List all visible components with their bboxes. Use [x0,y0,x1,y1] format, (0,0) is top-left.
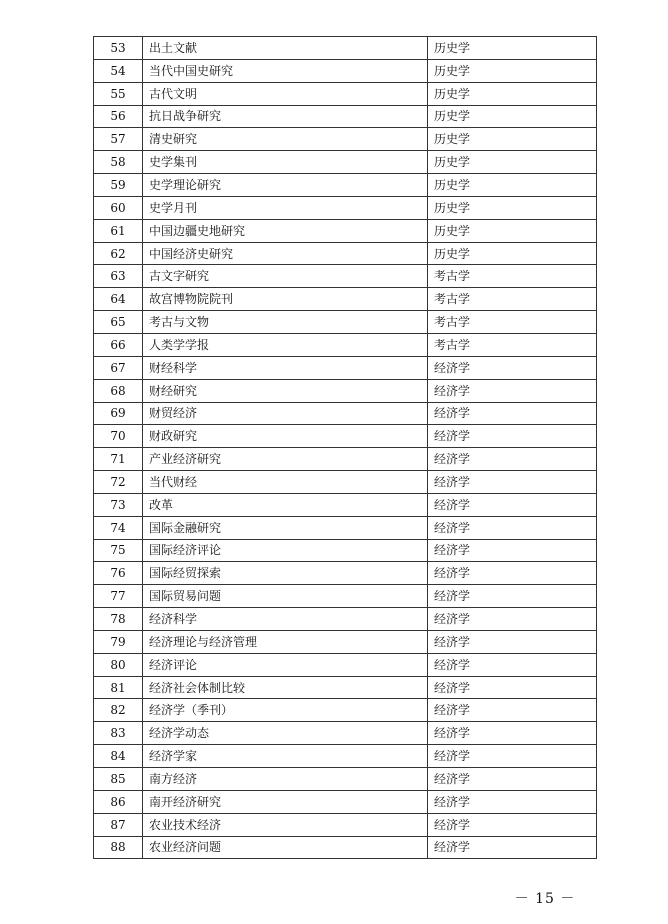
row-number-cell: 66 [94,333,143,356]
row-number-cell: 62 [94,242,143,265]
journal-title-cell: 抗日战争研究 [143,105,428,128]
journal-title-cell: 经济评论 [143,653,428,676]
table-row [94,493,597,516]
discipline-cell: 经济学 [428,448,597,471]
discipline-cell: 历史学 [428,105,597,128]
discipline-cell: 经济学 [428,539,597,562]
table-row [94,333,597,356]
discipline-cell: 经济学 [428,813,597,836]
discipline-cell: 经济学 [428,630,597,653]
discipline-cell: 经济学 [428,768,597,791]
discipline-cell: 经济学 [428,676,597,699]
row-number-cell: 75 [94,539,143,562]
discipline-cell: 考古学 [428,288,597,311]
table-row [94,402,597,425]
row-number-cell: 57 [94,128,143,151]
table-row [94,676,597,699]
discipline-cell: 历史学 [428,82,597,105]
row-number-cell: 88 [94,836,143,859]
table-row [94,562,597,585]
table-row [94,196,597,219]
discipline-cell: 经济学 [428,836,597,859]
table-row [94,379,597,402]
journal-title-cell: 中国边疆史地研究 [143,219,428,242]
table-row [94,630,597,653]
row-number-cell: 83 [94,722,143,745]
journal-title-cell: 国际金融研究 [143,516,428,539]
row-number-cell: 56 [94,105,143,128]
table-row [94,745,597,768]
discipline-cell: 经济学 [428,585,597,608]
journal-title-cell: 古文字研究 [143,265,428,288]
row-number-cell: 81 [94,676,143,699]
row-number-cell: 70 [94,425,143,448]
table-row [94,37,597,60]
journal-title-cell: 改革 [143,493,428,516]
journal-title-cell: 经济学家 [143,745,428,768]
journal-title-cell: 经济理论与经济管理 [143,630,428,653]
table-row [94,448,597,471]
table-row [94,539,597,562]
row-number-cell: 82 [94,699,143,722]
table-row [94,768,597,791]
journal-title-cell: 财经研究 [143,379,428,402]
row-number-cell: 54 [94,59,143,82]
journal-title-cell: 农业技术经济 [143,813,428,836]
table-row [94,82,597,105]
discipline-cell: 历史学 [428,196,597,219]
journal-title-cell: 产业经济研究 [143,448,428,471]
journal-title-cell: 出土文献 [143,37,428,60]
row-number-cell: 84 [94,745,143,768]
discipline-cell: 考古学 [428,311,597,334]
discipline-cell: 历史学 [428,242,597,265]
row-number-cell: 74 [94,516,143,539]
row-number-cell: 53 [94,37,143,60]
journal-title-cell: 清史研究 [143,128,428,151]
journal-title-cell: 中国经济史研究 [143,242,428,265]
journal-title-cell: 经济学动态 [143,722,428,745]
journal-title-cell: 经济社会体制比较 [143,676,428,699]
row-number-cell: 63 [94,265,143,288]
journal-title-cell: 古代文明 [143,82,428,105]
discipline-cell: 经济学 [428,471,597,494]
table-row [94,219,597,242]
discipline-cell: 经济学 [428,722,597,745]
discipline-cell: 历史学 [428,174,597,197]
row-number-cell: 69 [94,402,143,425]
journal-title-cell: 史学理论研究 [143,174,428,197]
discipline-cell: 历史学 [428,37,597,60]
journal-title-cell: 国际贸易问题 [143,585,428,608]
journal-table-body [94,37,597,859]
table-row [94,128,597,151]
row-number-cell: 72 [94,471,143,494]
row-number-cell: 85 [94,768,143,791]
table-row [94,471,597,494]
journal-title-cell: 南开经济研究 [143,790,428,813]
table-row [94,242,597,265]
discipline-cell: 经济学 [428,356,597,379]
row-number-cell: 64 [94,288,143,311]
table-row [94,836,597,859]
discipline-cell: 经济学 [428,790,597,813]
journal-table [93,36,597,859]
journal-title-cell: 人类学学报 [143,333,428,356]
journal-title-cell: 史学集刊 [143,151,428,174]
row-number-cell: 60 [94,196,143,219]
journal-title-cell: 农业经济问题 [143,836,428,859]
discipline-cell: 经济学 [428,562,597,585]
discipline-cell: 历史学 [428,59,597,82]
journal-title-cell: 财贸经济 [143,402,428,425]
discipline-cell: 经济学 [428,699,597,722]
discipline-cell: 经济学 [428,745,597,768]
table-row [94,516,597,539]
discipline-cell: 经济学 [428,608,597,631]
row-number-cell: 80 [94,653,143,676]
table-row [94,105,597,128]
row-number-cell: 78 [94,608,143,631]
journal-title-cell: 当代中国史研究 [143,59,428,82]
row-number-cell: 71 [94,448,143,471]
discipline-cell: 考古学 [428,265,597,288]
table-row [94,59,597,82]
journal-title-cell: 当代财经 [143,471,428,494]
table-row [94,608,597,631]
table-row [94,311,597,334]
journal-title-cell: 国际经贸探索 [143,562,428,585]
row-number-cell: 76 [94,562,143,585]
discipline-cell: 经济学 [428,425,597,448]
table-row [94,722,597,745]
journal-title-cell: 国际经济评论 [143,539,428,562]
discipline-cell: 考古学 [428,333,597,356]
journal-title-cell: 经济科学 [143,608,428,631]
row-number-cell: 55 [94,82,143,105]
table-row [94,265,597,288]
table-row [94,813,597,836]
table-row [94,356,597,379]
journal-title-cell: 财经科学 [143,356,428,379]
row-number-cell: 87 [94,813,143,836]
discipline-cell: 经济学 [428,493,597,516]
table-row [94,288,597,311]
journal-title-cell: 经济学（季刊） [143,699,428,722]
table-row [94,425,597,448]
row-number-cell: 61 [94,219,143,242]
journal-title-cell: 故宫博物院院刊 [143,288,428,311]
row-number-cell: 65 [94,311,143,334]
journal-title-cell: 考古与文物 [143,311,428,334]
journal-title-cell: 南方经济 [143,768,428,791]
row-number-cell: 73 [94,493,143,516]
row-number-cell: 58 [94,151,143,174]
row-number-cell: 68 [94,379,143,402]
table-row [94,174,597,197]
discipline-cell: 经济学 [428,402,597,425]
page-number: － 15 － [514,891,576,907]
table-row [94,151,597,174]
table-row [94,585,597,608]
row-number-cell: 77 [94,585,143,608]
journal-title-cell: 史学月刊 [143,196,428,219]
discipline-cell: 经济学 [428,516,597,539]
row-number-cell: 59 [94,174,143,197]
table-row [94,699,597,722]
table-row [94,653,597,676]
row-number-cell: 67 [94,356,143,379]
journal-title-cell: 财政研究 [143,425,428,448]
discipline-cell: 经济学 [428,379,597,402]
discipline-cell: 历史学 [428,219,597,242]
row-number-cell: 86 [94,790,143,813]
discipline-cell: 历史学 [428,151,597,174]
row-number-cell: 79 [94,630,143,653]
discipline-cell: 经济学 [428,653,597,676]
discipline-cell: 历史学 [428,128,597,151]
table-row [94,790,597,813]
